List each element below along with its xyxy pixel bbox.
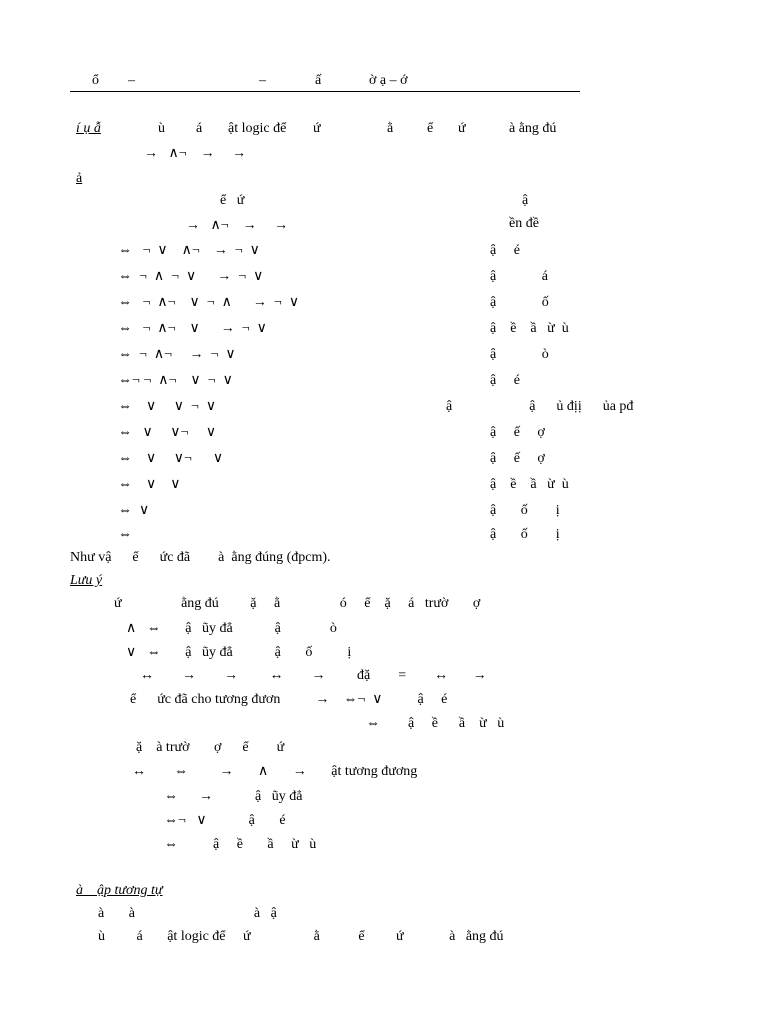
step-note: ậ ố [490, 295, 549, 310]
note-line: ∧ ⇔ ậ ũy đẳ ậ ò [126, 621, 337, 636]
solution-intro: ể ứ [220, 193, 245, 208]
exercise-line: à à à ậ [98, 906, 277, 921]
header-fragment: – [259, 73, 266, 88]
step-formula: ⇔¬ ¬ ∧¬ ∨ ¬ ∨ [118, 373, 233, 388]
step-formula: ⇔ [118, 527, 132, 542]
solution-label: ả [76, 171, 83, 186]
example-text: ật logic để [228, 121, 287, 136]
note-line: ể ức đã cho tương đươn → ⇔¬ ∨ ậ é [130, 692, 448, 707]
note-line: ⇔¬ ∨ ậ é [164, 813, 286, 828]
header-fragment: ổ [92, 73, 99, 88]
note-line: ứ ằng đú ặ ằ ó ể ặ á trườ ợ [114, 596, 481, 611]
example-text: ằ [387, 121, 394, 136]
example-text: á [196, 121, 203, 136]
given-note: ền đề [509, 216, 539, 231]
step-note: ậ ế ợ [490, 425, 545, 440]
note-label: Lưu ý [70, 573, 103, 588]
example-label: í ụ ẫ [76, 121, 101, 136]
step-formula: ⇔ ¬ ∨ ∧¬ → ¬ ∨ [118, 243, 260, 258]
step-note: ậ ố ị [490, 503, 560, 518]
step-formula: ⇔ ∨ ∨¬ ∨ [118, 425, 217, 440]
example-text: ù [158, 121, 165, 136]
step-note: ậ é [490, 373, 520, 388]
step-note: ậ ế ợ [490, 451, 545, 466]
note-line: ⇔ ậ ề ầ ừ ù [366, 716, 505, 731]
step-formula: ⇔ ∨ ∨¬ ∨ [118, 451, 224, 466]
step-formula: ⇔ ∨ ∨ [118, 477, 181, 492]
header-fragment: – [128, 73, 135, 88]
step-note: ậ é [490, 243, 520, 258]
note-line: ⇔ ậ ề ầ ừ ù [164, 837, 317, 852]
step-note: ậ ố ị [490, 527, 560, 542]
note-line: ⇔ → ậ ũy đẳ [164, 789, 303, 804]
note-line: ∨ ⇔ ậ ũy đẳ ậ ố ị [126, 645, 352, 660]
note-line: ặ à trườ ợ ể ứ [136, 740, 285, 755]
step-formula: ⇔ ¬ ∧ ¬ ∨ → ¬ ∨ [118, 269, 264, 284]
step-note: ậ ò [490, 347, 549, 362]
step-note: ậ ề ầ ừ ù [490, 321, 569, 336]
step-note: ậ ậ ủ địị ủa pđ [446, 399, 634, 414]
example-text: ể [427, 121, 434, 136]
note-line: ↔ ⇔ → ∧ → ật tương đương [132, 764, 418, 779]
step-formula: ⇔ ∨ ∨ ¬ ∨ [118, 399, 217, 414]
exercise-label: à ập tương tự [76, 883, 163, 898]
step-note: ậ á [490, 269, 548, 284]
step-note: ậ ề ầ ừ ù [490, 477, 569, 492]
example-formula: → ∧¬ → → [144, 146, 247, 161]
header-fragment: ấ [315, 73, 322, 88]
step-formula: ⇔ ∨ [118, 503, 150, 518]
header-fragment: ờ ạ – ớ [369, 73, 408, 88]
header-rule [70, 91, 580, 92]
example-text: à ằng đú [509, 121, 557, 136]
step-formula: ⇔ ¬ ∧¬ → ¬ ∨ [118, 347, 236, 362]
step-formula: ⇔ ¬ ∧¬ ∨ → ¬ ∨ [118, 321, 267, 336]
step-formula: ⇔ ¬ ∧¬ ∨ ¬ ∧ → ¬ ∨ [118, 295, 300, 310]
note-line: ↔ → → ↔ → đặ = ↔ → [140, 668, 487, 683]
example-text: ứ [458, 121, 466, 136]
conclusion: Như vậ ể ức đã à ằng đúng (đpcm). [70, 550, 331, 565]
given-formula: → ∧¬ → → [186, 218, 289, 233]
example-text: ứ [313, 121, 321, 136]
exercise-line: ù á ật logic để ứ ằ ể ứ à ằng đú [98, 929, 504, 944]
solution-intro-note: ậ [522, 193, 529, 208]
